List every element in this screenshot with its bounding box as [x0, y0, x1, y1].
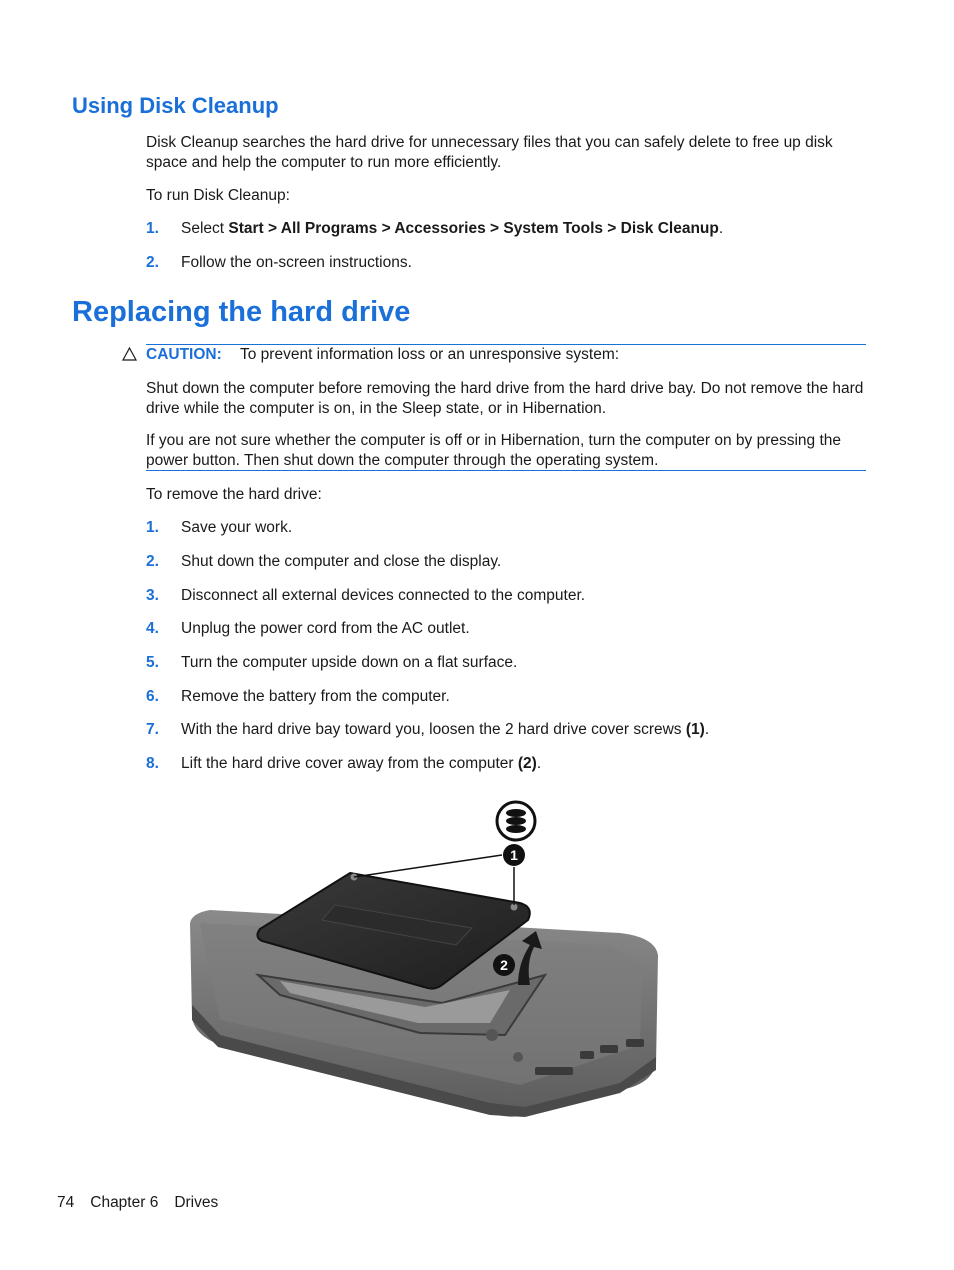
page-footer — [57, 1194, 234, 1212]
list-item-text: Disconnect all external devices connected to the computer. — [181, 587, 586, 604]
list-item-text: Follow the on-screen instructions. — [181, 254, 412, 271]
list-item-number: 4. — [146, 620, 159, 637]
caution-triangle-icon — [122, 347, 137, 361]
list-item-text: Save your work. — [181, 519, 293, 536]
list-item-number: 7. — [146, 721, 159, 738]
svg-text:2: 2 — [500, 957, 508, 973]
caution-label: CAUTION: — [146, 346, 222, 363]
caution-bottom-rule — [146, 470, 866, 471]
callout-1 — [503, 844, 525, 866]
disk-cleanup-intro: To run Disk Cleanup: — [146, 187, 290, 204]
section-heading-disk-cleanup: Using Disk Cleanup — [72, 93, 279, 118]
list-item-text: With the hard drive bay toward you, loosen the 2 hard drive cover screws (1). — [181, 721, 710, 738]
list-item-number: 1. — [146, 220, 159, 237]
footer-section: Drives — [174, 1194, 219, 1211]
caution-paragraph-2: If you are not sure whether the computer is off or in Hibernation, turn the computer on by pressing the power button. Then shut down the computer through the operating system. — [146, 432, 842, 469]
list-item-text: Select Start > All Programs > Accessories > System Tools > Disk Cleanup. — [181, 220, 724, 237]
list-item-number: 2. — [146, 553, 159, 570]
svg-text:1: 1 — [510, 847, 518, 863]
caution-paragraph-1: Shut down the computer before removing the hard drive from the hard drive bay. Do not remove the hard drive while the computer is on, in the Sleep state, or in Hibernation. — [146, 380, 864, 417]
page-number: 74 — [57, 1194, 75, 1211]
callout-2 — [493, 954, 515, 976]
list-item-text: Shut down the computer and close the display. — [181, 553, 502, 570]
hard-drive-cover-illustration — [180, 795, 670, 1125]
caution-top-rule — [146, 344, 866, 345]
caution-text: To prevent information loss or an unresponsive system: — [240, 346, 620, 363]
list-item-text: Remove the battery from the computer. — [181, 688, 450, 705]
disk-cleanup-description: Disk Cleanup searches the hard drive for unnecessary files that you can safely delete to free up disk space and help the computer to run more efficiently. — [146, 134, 833, 171]
hard-drive-icon — [497, 802, 535, 840]
chapter-heading-replacing-hard-drive: Replacing the hard drive — [72, 296, 411, 328]
remove-drive-intro: To remove the hard drive: — [146, 486, 322, 503]
list-item-number: 1. — [146, 519, 159, 536]
list-item-number: 5. — [146, 654, 159, 671]
list-item-text: Lift the hard drive cover away from the computer (2). — [181, 755, 542, 772]
list-item-number: 2. — [146, 254, 159, 271]
list-item-number: 6. — [146, 688, 159, 705]
foot-pad — [486, 1029, 498, 1041]
list-item-number: 3. — [146, 587, 159, 604]
list-item-text: Unplug the power cord from the AC outlet. — [181, 620, 470, 637]
footer-chapter: Chapter 6 — [90, 1194, 159, 1211]
list-item-text: Turn the computer upside down on a flat surface. — [181, 654, 518, 671]
foot-pad — [513, 1052, 523, 1062]
list-item-number: 8. — [146, 755, 159, 772]
